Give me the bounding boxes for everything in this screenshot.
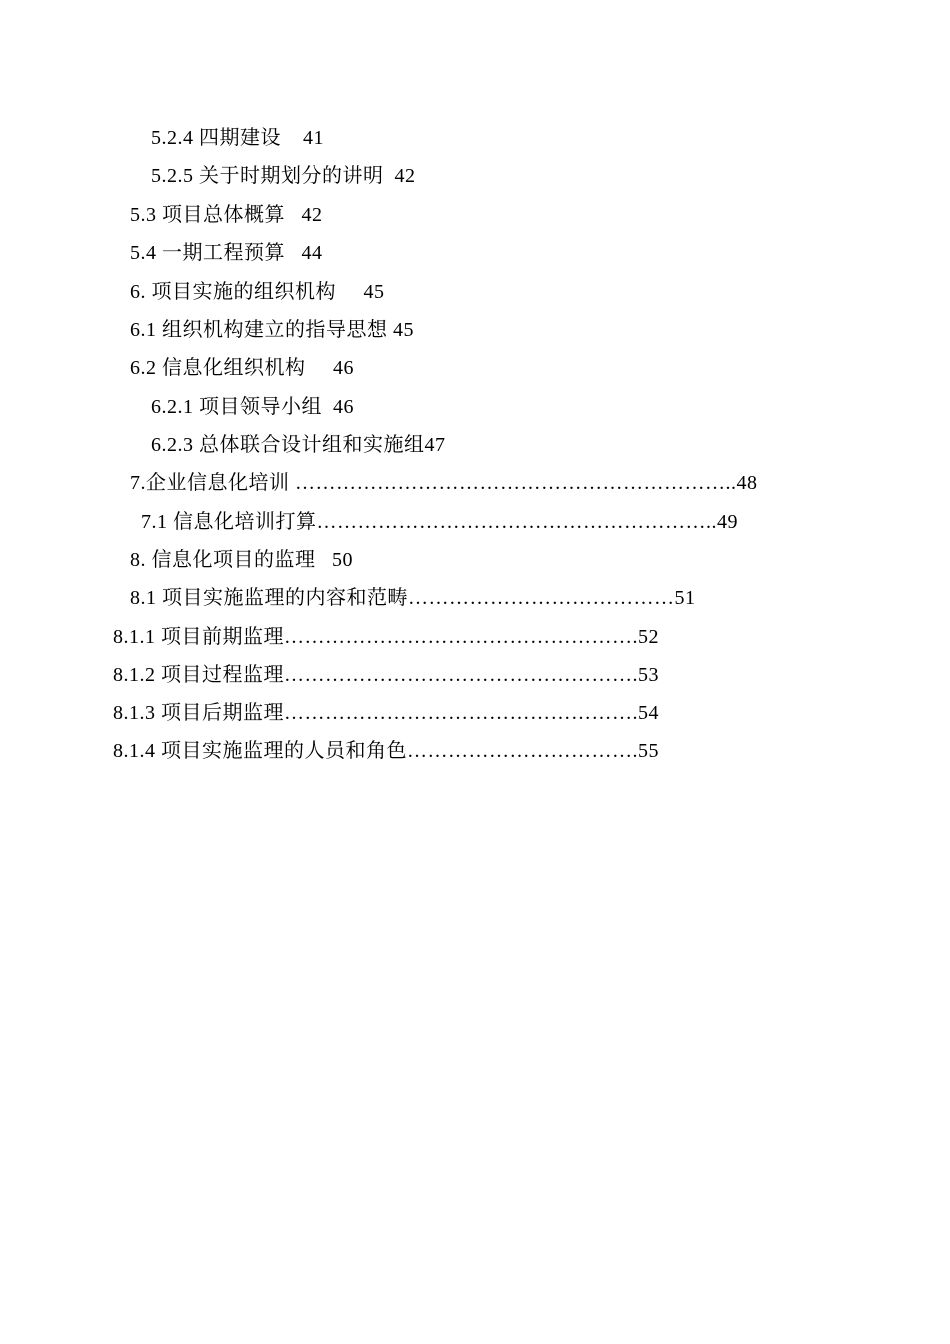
toc-entry-7-1: 7.1 信息化培训打算…………………………………………………..49	[141, 511, 738, 533]
toc-entry-8-1: 8.1 项目实施监理的内容和范畴…………………………………51	[130, 587, 696, 609]
toc-entry-6-2: 6.2 信息化组织机构 46	[130, 357, 354, 379]
toc-entry-5-2-5: 5.2.5 关于时期划分的讲明 42	[151, 165, 416, 187]
toc-entry-5-2-4: 5.2.4 四期建设 41	[151, 127, 324, 149]
toc-entry-6: 6. 项目实施的组织机构 45	[130, 281, 385, 303]
toc-entry-5-4: 5.4 一期工程预算 44	[130, 242, 323, 264]
toc-entry-8: 8. 信息化项目的监理 50	[130, 549, 353, 571]
toc-entry-8-1-1: 8.1.1 项目前期监理…………………………………………….52	[113, 626, 659, 648]
toc-entry-8-1-2: 8.1.2 项目过程监理…………………………………………….53	[113, 664, 659, 686]
toc-entry-6-2-1: 6.2.1 项目领导小组 46	[151, 396, 354, 418]
toc-entry-6-2-3: 6.2.3 总体联合设计组和实施组47	[151, 434, 446, 456]
toc-entry-5-3: 5.3 项目总体概算 42	[130, 204, 323, 226]
toc-entry-7: 7.企业信息化培训 ………………………………………………………..48	[130, 472, 758, 494]
toc-entry-8-1-3: 8.1.3 项目后期监理…………………………………………….54	[113, 702, 659, 724]
toc-entry-8-1-4: 8.1.4 项目实施监理的人员和角色…………………………….55	[113, 740, 659, 762]
toc-entry-6-1: 6.1 组织机构建立的指导思想 45	[130, 319, 414, 341]
